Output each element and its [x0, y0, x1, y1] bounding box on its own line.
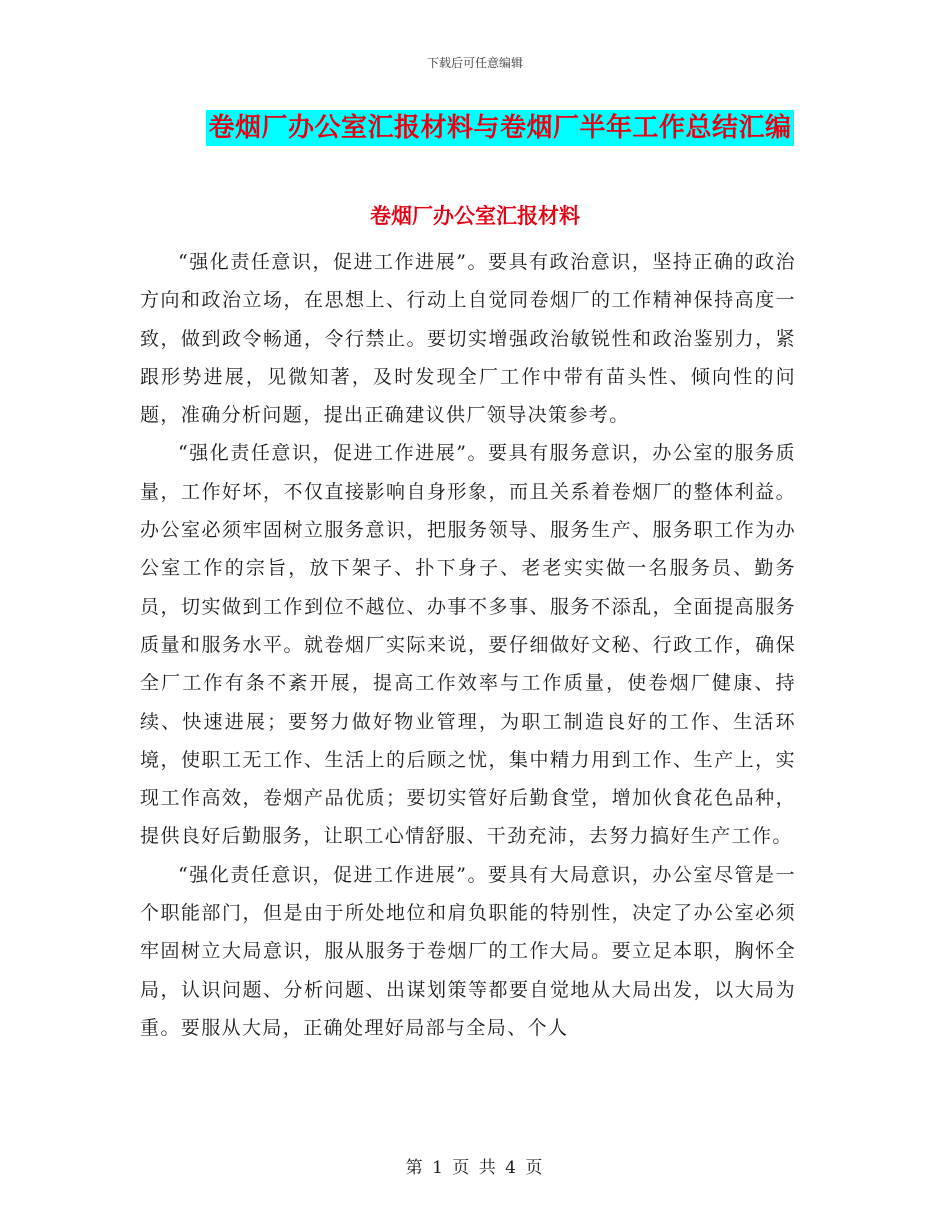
section-title: 卷烟厂办公室汇报材料 — [370, 203, 580, 228]
document-body — [140, 243, 796, 1047]
document-title-container — [0, 110, 950, 146]
header-note: 下载后可任意编辑 — [426, 56, 523, 70]
paragraph-service-awareness: “强化责任意识，促进工作进展”。要具有服务意识，办公室的服务质量，工作好坏，不仅直接影响自身形象，而且关系着卷烟厂的整体利益。办公室必须牢固树立服务意识，把服务领导、服务生产、服务职工作为办公室工作的宗旨，放下架子、扑下身子、老老实实做一名服务员、勤务员，切实做到工作到位不越位、办事不多事、服务不添乱，全面提高服务质量和服务水平。就卷烟厂实际来说，要仔细做好文秘、行政工作，确保全厂工作有条不紊开展，提高工作效率与工作质量，使卷烟厂健康、持续、快速进展；要努力做好物业管理，为职工制造良好的工作、生活环境，使职工无工作、生活上的后顾之忧，集中精力用到工作、生产上，实现工作高效，卷烟产品优质；要切实管好后勤食堂，增加伙食花色品种，提供良好后勤服务，让职工心情舒服、干劲充沛，去努力搞好生产工作。 — [140, 442, 796, 848]
page-footer: 第 1 页 共 4 页 — [405, 1158, 545, 1178]
paragraph-political-awareness: “强化责任意识，促进工作进展”。要具有政治意识，坚持正确的政治方向和政治立场，在思想上、行动上自觉同卷烟厂的工作精神保持高度一致，做到政令畅通，令行禁止。要切实增强政治敏锐性和政治鉴别力，紧跟形势进展，见微知著，及时发现全厂工作中带有苗头性、倾向性的问题，准确分析问题，提出正确建议供厂领导决策参考。 — [140, 251, 796, 427]
document-title: 卷烟厂办公室汇报材料与卷烟厂半年工作总结汇编 — [206, 110, 793, 146]
paragraph-overall-awareness: “强化责任意识，促进工作进展”。要具有大局意识，办公室尽管是一个职能部门，但是由于所处地位和肩负职能的特别性，决定了办公室必须牢固树立大局意识，服从服务于卷烟厂的工作大局。要立足本职，胸怀全局，认识问题、分析问题、出谋划策等都要自觉地从大局出发，以大局为重。要服从大局，正确处理好局部与全局、个人 — [140, 863, 796, 1039]
